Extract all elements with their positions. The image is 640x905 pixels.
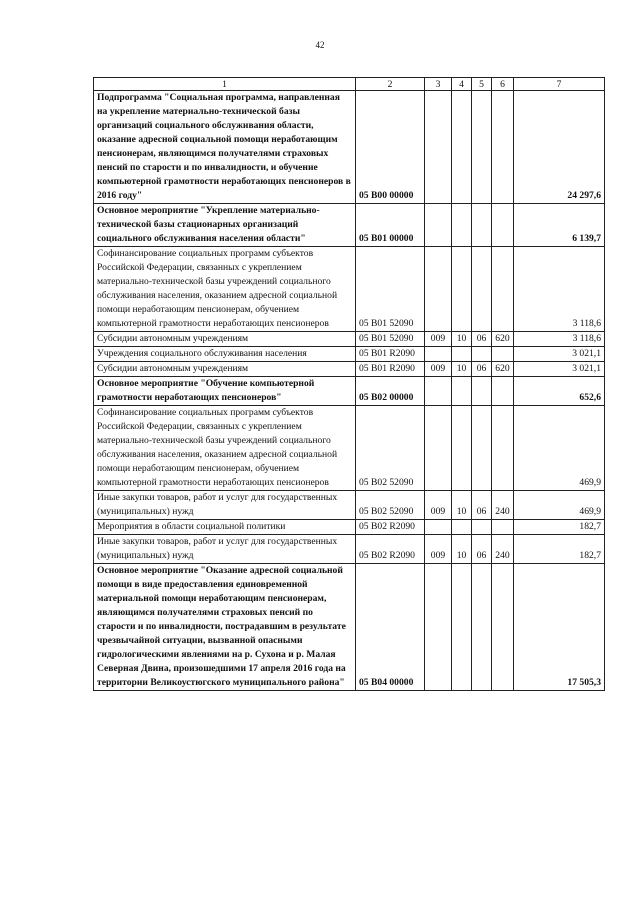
row-code: 05 В01 R2090: [356, 362, 425, 377]
header-row: [94, 78, 605, 91]
row-c3: [425, 564, 452, 691]
row-c4: [452, 91, 472, 204]
row-c3: [425, 347, 452, 362]
header-col-3: 3: [425, 78, 452, 91]
row-c3: [425, 91, 452, 204]
row-c5: [472, 520, 492, 535]
row-c5: [472, 91, 492, 204]
table-row: [94, 535, 605, 564]
table-row: [94, 247, 605, 332]
row-c3: 009: [425, 332, 452, 347]
header-col-6: 6: [492, 78, 514, 91]
row-name: Основное мероприятие "Укрепление материально-технической базы стационарных организаций социального обслуживания населения области": [94, 204, 356, 247]
row-amount: 3 118,6: [514, 247, 605, 332]
row-c5: [472, 204, 492, 247]
row-name: Основное мероприятие "Обучение компьютерной грамотности неработающих пенсионеров": [94, 377, 356, 406]
row-amount: 6 139,7: [514, 204, 605, 247]
row-c4: [452, 204, 472, 247]
row-c6: [492, 347, 514, 362]
row-amount: 652,6: [514, 377, 605, 406]
table-row: [94, 564, 605, 691]
row-code: 05 В00 00000: [356, 91, 425, 204]
row-name: Софинансирование социальных программ субъектов Российской Федерации, связанных с укреплением материально-технической базы учреждений социального обслуживания населения, оказанием адресной социальной помощи неработающим пенсионерам, обучением компьютерной грамотности неработающих пенсионеров: [94, 247, 356, 332]
row-amount: 469,9: [514, 406, 605, 491]
row-c3: [425, 204, 452, 247]
row-code: 05 В04 00000: [356, 564, 425, 691]
table-row: [94, 491, 605, 520]
table-row: [94, 377, 605, 406]
row-c4: [452, 520, 472, 535]
row-amount: 469,9: [514, 491, 605, 520]
row-code: 05 В01 00000: [356, 204, 425, 247]
row-name: Субсидии автономным учреждениям: [94, 332, 356, 347]
row-c4: [452, 377, 472, 406]
row-amount: 17 505,3: [514, 564, 605, 691]
row-name: Мероприятия в области социальной политики: [94, 520, 356, 535]
row-name: Иные закупки товаров, работ и услуг для государственных (муниципальных) нужд: [94, 491, 356, 520]
row-name: Учреждения социального обслуживания населения: [94, 347, 356, 362]
table-row: [94, 520, 605, 535]
row-code: 05 В02 52090: [356, 406, 425, 491]
row-c6: 240: [492, 535, 514, 564]
row-c4: [452, 406, 472, 491]
table-row: [94, 362, 605, 377]
row-c5: 06: [472, 535, 492, 564]
row-c4: 10: [452, 491, 472, 520]
table-row: [94, 332, 605, 347]
row-c3: 009: [425, 535, 452, 564]
row-c5: 06: [472, 491, 492, 520]
budget-table: [93, 77, 605, 691]
header-col-5: 5: [472, 78, 492, 91]
row-code: 05 В02 R2090: [356, 520, 425, 535]
row-code: 05 В01 52090: [356, 332, 425, 347]
row-c6: [492, 406, 514, 491]
row-code: 05 В01 52090: [356, 247, 425, 332]
table-row: [94, 406, 605, 491]
row-c6: 620: [492, 362, 514, 377]
row-name: Иные закупки товаров, работ и услуг для государственных (муниципальных) нужд: [94, 535, 356, 564]
header-col-7: 7: [514, 78, 605, 91]
row-amount: 182,7: [514, 520, 605, 535]
row-code: 05 В02 R2090: [356, 535, 425, 564]
row-c5: [472, 247, 492, 332]
row-c6: [492, 204, 514, 247]
row-c4: [452, 347, 472, 362]
row-c6: 620: [492, 332, 514, 347]
row-c5: 06: [472, 332, 492, 347]
header-col-1: 1: [94, 78, 356, 91]
row-c6: [492, 91, 514, 204]
row-name: Основное мероприятие "Оказание адресной социальной помощи в виде предоставления единовременной материальной помощи неработающим пенсионерам, являющимся получателями страховых пенсий по старости и по инвалидности, пострадавшим в результате чрезвычайной ситуации, вызванной опасными гидрологическими явлениями на р. Сухона и р. Малая Северная Двина, произошедшими 17 апреля 2016 года на территории Великоустюгского муниципального района": [94, 564, 356, 691]
row-c6: [492, 377, 514, 406]
row-c6: [492, 520, 514, 535]
row-amount: 3 021,1: [514, 362, 605, 377]
header-col-4: 4: [452, 78, 472, 91]
row-c3: [425, 377, 452, 406]
row-c5: [472, 377, 492, 406]
row-c4: 10: [452, 332, 472, 347]
row-name: Субсидии автономным учреждениям: [94, 362, 356, 377]
row-amount: 3 118,6: [514, 332, 605, 347]
row-c6: [492, 564, 514, 691]
row-c4: 10: [452, 535, 472, 564]
row-code: 05 В02 52090: [356, 491, 425, 520]
row-name: Софинансирование социальных программ субъектов Российской Федерации, связанных с укреплением материально-технической базы учреждений социального обслуживания населения, оказанием адресной социальной помощи неработающим пенсионерам, обучением компьютерной грамотности неработающих пенсионеров: [94, 406, 356, 491]
row-c4: [452, 247, 472, 332]
row-name: Подпрограмма "Социальная программа, направленная на укрепление материально-технической базы организаций социального обслуживания области, оказание адресной социальной помощи неработающим пенсионерам, являющимся получателями страховых пенсий по старости и по инвалидности, и обучение компьютерной грамотности неработающих пенсионеров в 2016 году": [94, 91, 356, 204]
row-c5: 06: [472, 362, 492, 377]
row-code: 05 В01 R2090: [356, 347, 425, 362]
row-c5: [472, 564, 492, 691]
row-amount: 24 297,6: [514, 91, 605, 204]
row-code: 05 В02 00000: [356, 377, 425, 406]
page-number: 42: [315, 40, 325, 50]
header-col-2: 2: [356, 78, 425, 91]
row-c5: [472, 347, 492, 362]
row-c6: 240: [492, 491, 514, 520]
row-amount: 182,7: [514, 535, 605, 564]
table-row: [94, 91, 605, 204]
row-c3: 009: [425, 491, 452, 520]
row-c4: 10: [452, 362, 472, 377]
row-c3: 009: [425, 362, 452, 377]
table-row: [94, 204, 605, 247]
row-c6: [492, 247, 514, 332]
table-row: [94, 347, 605, 362]
row-amount: 3 021,1: [514, 347, 605, 362]
row-c3: [425, 406, 452, 491]
row-c3: [425, 520, 452, 535]
row-c3: [425, 247, 452, 332]
row-c4: [452, 564, 472, 691]
row-c5: [472, 406, 492, 491]
